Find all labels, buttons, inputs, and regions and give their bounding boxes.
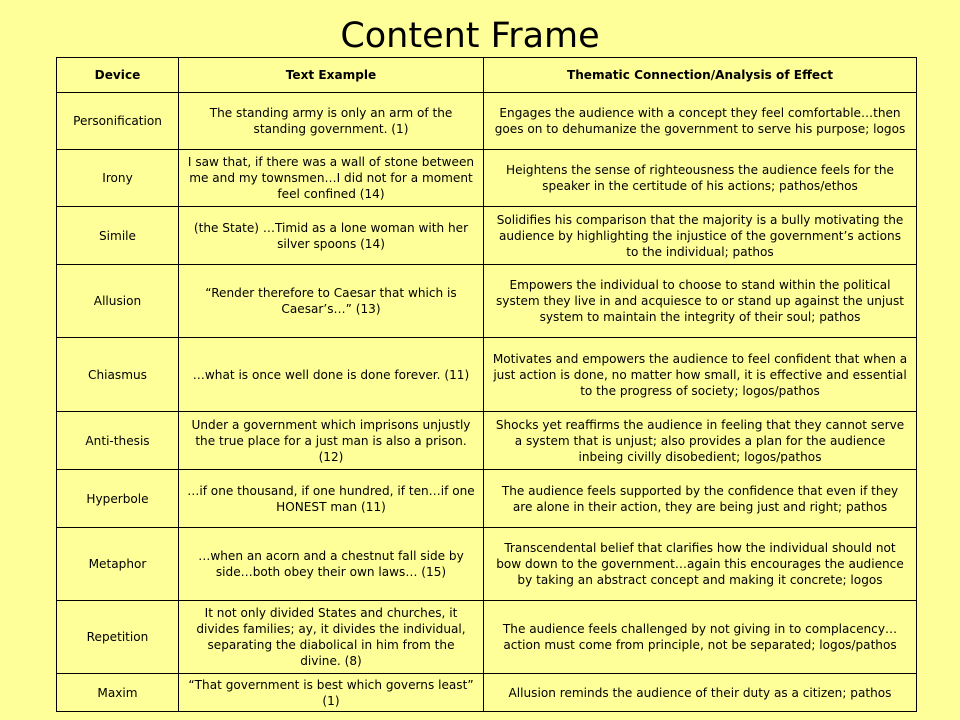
table-row [57, 150, 917, 207]
analysis-cell: Allusion reminds the audience of their duty as a citizen; pathos [484, 674, 917, 712]
analysis-cell: Empowers the individual to choose to stand within the political system they live in and acquiesce to or stand up against the unjust system to maintain the integrity of their soul; pathos [484, 265, 917, 338]
example-cell: It not only divided States and churches, it divides families; ay, it divides the individual, separating the diabolical in him from the divine. (8) [179, 601, 484, 674]
device-cell: Repetition [57, 601, 179, 674]
device-cell: Allusion [57, 265, 179, 338]
content-frame-table [56, 57, 917, 712]
table-row [57, 93, 917, 150]
example-cell: …when an acorn and a chestnut fall side by side…both obey their own laws… (15) [179, 528, 484, 601]
analysis-cell: The audience feels challenged by not giving in to complacency…action must come from principle, not be separated; logos/pathos [484, 601, 917, 674]
table-row [57, 528, 917, 601]
device-cell: Chiasmus [57, 338, 179, 412]
page-title: Content Frame [340, 16, 600, 56]
device-cell: Hyperbole [57, 470, 179, 528]
analysis-cell: Motivates and empowers the audience to feel confident that when a just action is done, no matter how small, it is effective and essential to the progress of society; logos/pathos [484, 338, 917, 412]
example-cell: Under a government which imprisons unjustly the true place for a just man is also a prison. (12) [179, 412, 484, 470]
analysis-cell: Shocks yet reaffirms the audience in feeling that they cannot serve a system that is unjust; also provides a plan for the audience inbeing civilly disobedient; logos/pathos [484, 412, 917, 470]
table-row [57, 470, 917, 528]
table-row [57, 338, 917, 412]
table-row [57, 412, 917, 470]
example-cell: (the State) …Timid as a lone woman with her silver spoons (14) [179, 207, 484, 265]
table-row [57, 601, 917, 674]
analysis-cell: Engages the audience with a concept they feel comfortable…then goes on to dehumanize the government to serve his purpose; logos [484, 93, 917, 150]
device-cell: Personification [57, 93, 179, 150]
example-cell: …if one thousand, if one hundred, if ten…if one HONEST man (11) [179, 470, 484, 528]
table-row [57, 207, 917, 265]
header-device: Device [57, 58, 179, 93]
example-cell: “Render therefore to Caesar that which is Caesar’s…” (13) [179, 265, 484, 338]
device-cell: Maxim [57, 674, 179, 712]
example-cell: …what is once well done is done forever. (11) [179, 338, 484, 412]
table-row [57, 674, 917, 712]
example-cell: I saw that, if there was a wall of stone between me and my townsmen…I did not for a moment feel confined (14) [179, 150, 484, 207]
analysis-cell: Heightens the sense of righteousness the audience feels for the speaker in the certitude of his actions; pathos/ethos [484, 150, 917, 207]
example-cell: The standing army is only an arm of the standing government. (1) [179, 93, 484, 150]
table-row [57, 265, 917, 338]
device-cell: Simile [57, 207, 179, 265]
device-cell: Anti-thesis [57, 412, 179, 470]
table-header-row [57, 58, 917, 93]
example-cell: “That government is best which governs least” (1) [179, 674, 484, 712]
analysis-cell: The audience feels supported by the confidence that even if they are alone in their action, they are being just and right; pathos [484, 470, 917, 528]
device-cell: Metaphor [57, 528, 179, 601]
header-text-example: Text Example [179, 58, 484, 93]
analysis-cell: Solidifies his comparison that the majority is a bully motivating the audience by highlighting the injustice of the government’s actions to the individual; pathos [484, 207, 917, 265]
analysis-cell: Transcendental belief that clarifies how the individual should not bow down to the government…again this encourages the audience by taking an abstract concept and making it concrete; logos [484, 528, 917, 601]
device-cell: Irony [57, 150, 179, 207]
header-thematic-connection: Thematic Connection/Analysis of Effect [484, 58, 917, 93]
